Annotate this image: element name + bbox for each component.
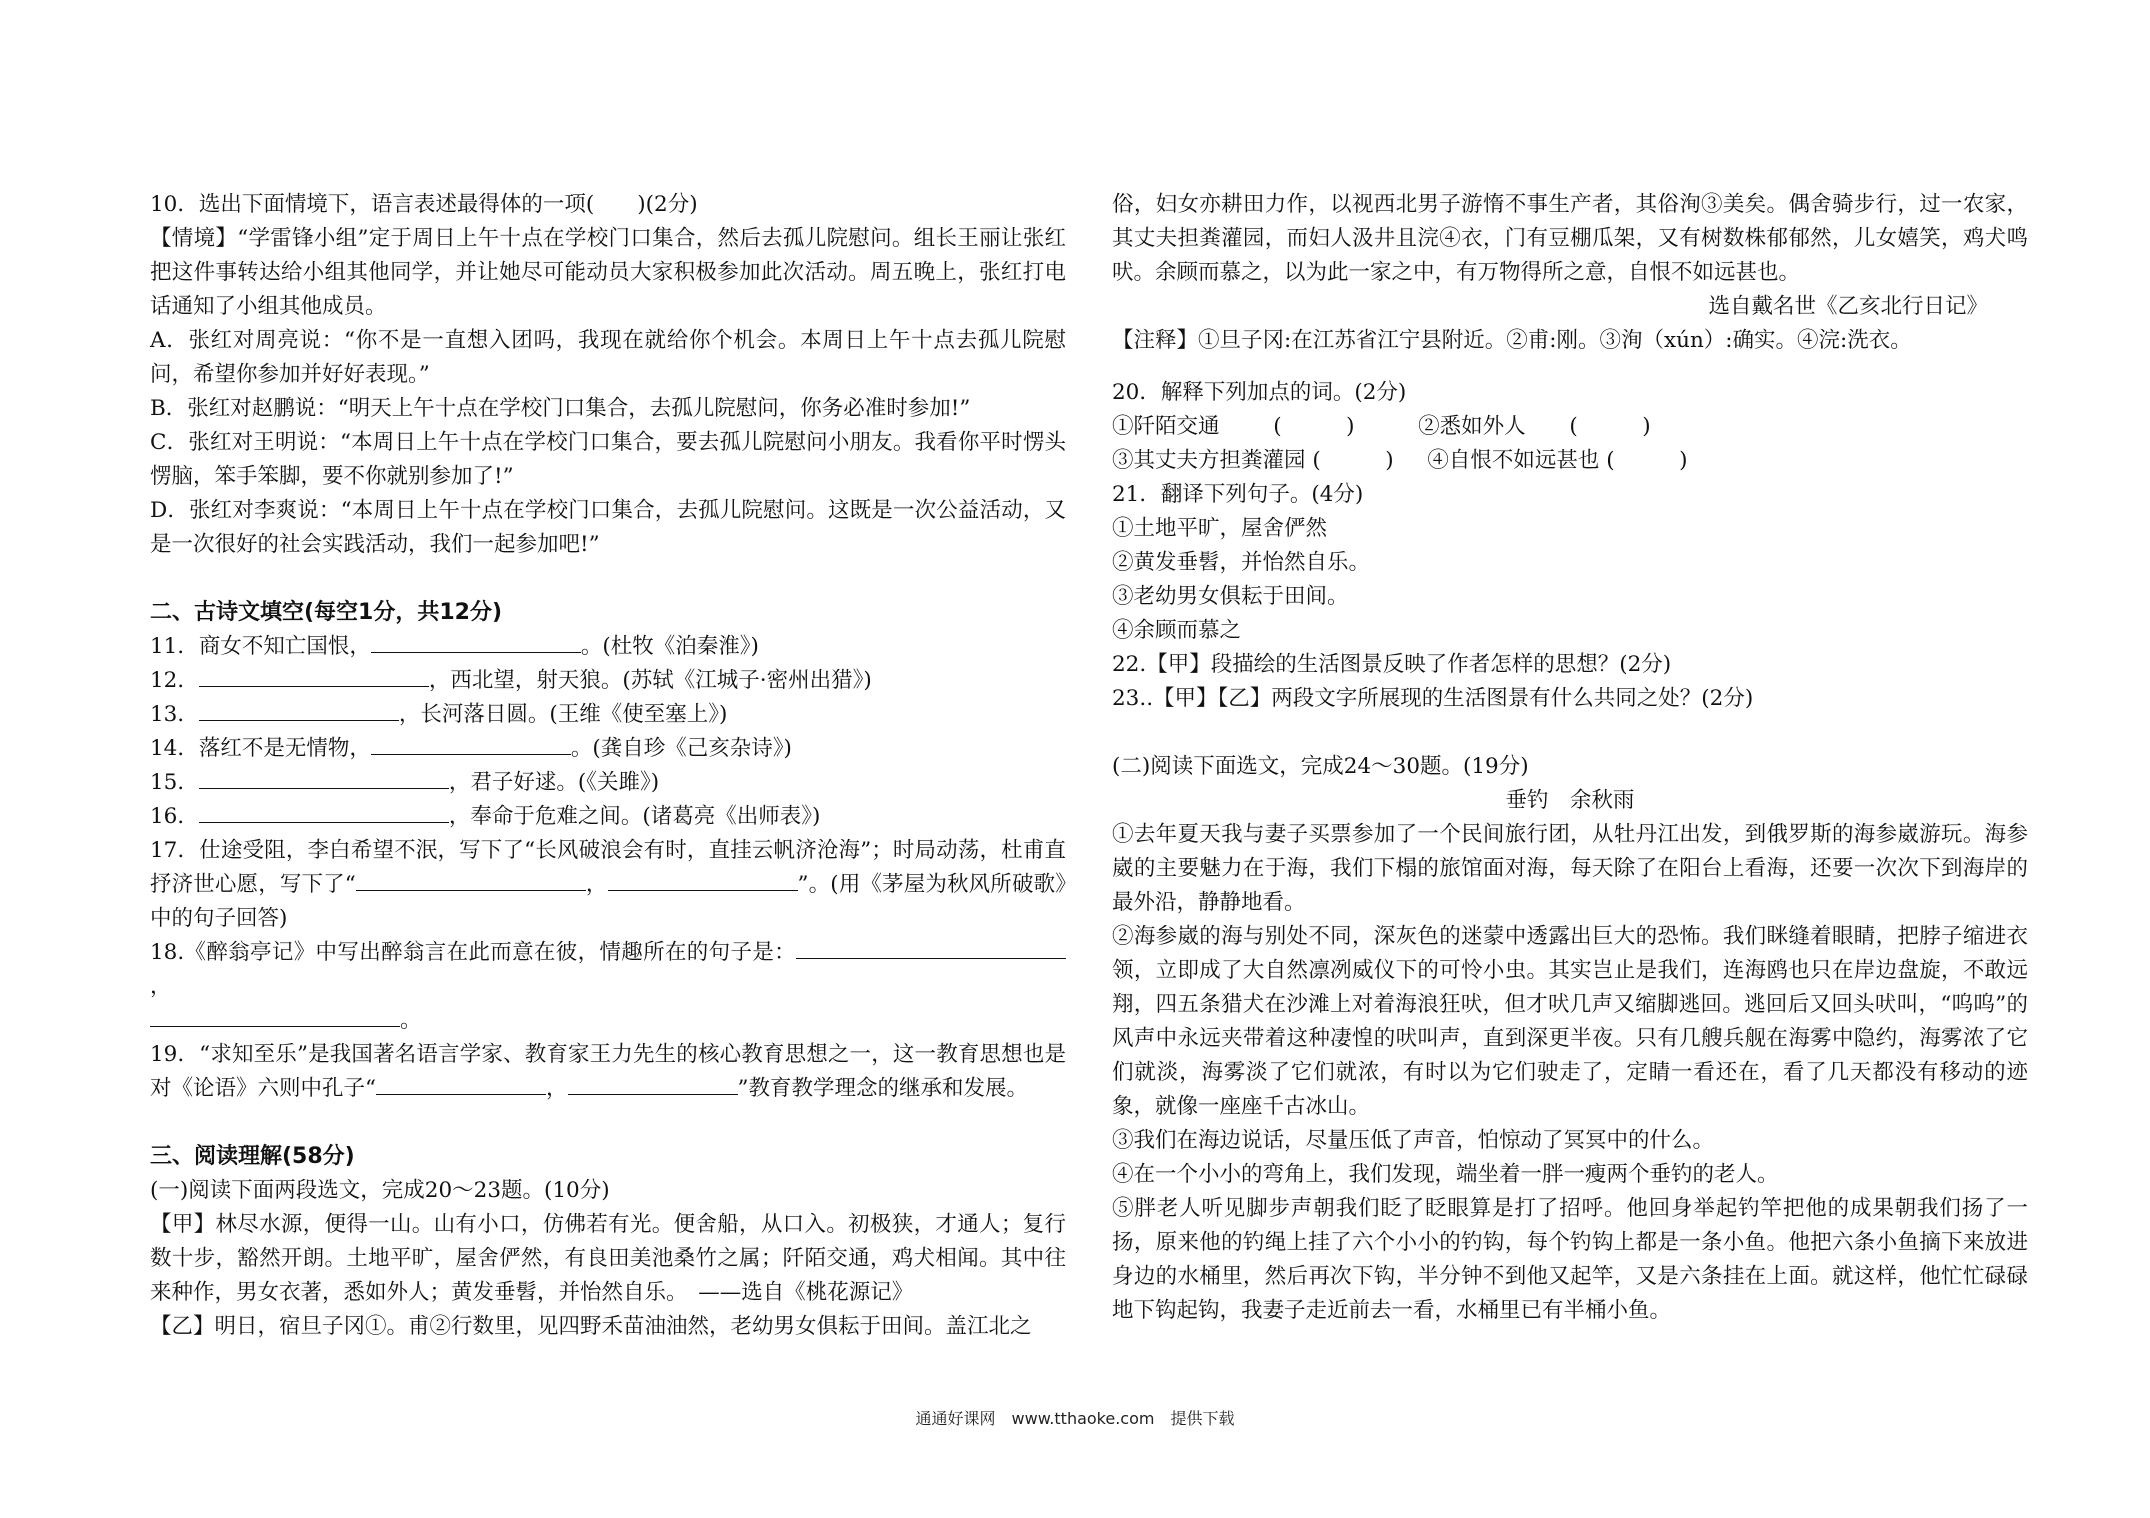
q23: 23..【甲】【乙】两段文字所展现的生活图景有什么共同之处？(2分) xyxy=(1112,686,1754,711)
q18: 18.《醉翁亭记》中写出醉翁言在此而意在彼，情趣所在的句子是：， xyxy=(150,936,1066,1004)
q16: 16． ，奉命于危难之间。(诸葛亮《出师表》) xyxy=(150,800,1066,834)
q11-blank[interactable] xyxy=(371,630,581,653)
q15: 15． ，君子好逑。(《关雎》) xyxy=(150,766,1066,800)
q20-row-2 xyxy=(1112,444,2028,478)
paragraph-5: ⑤胖老人听见脚步声朝我们眨了眨眼算是打了招呼。他回身举起钓竿把他的成果朝我们扬了一扬，原来他的钓绳上挂了六个小小的钓钩，每个钓钩上都是一条小鱼。他把六条小鱼摘下来放进身边的水桶里，然后再次下钩，半分钟不到他又起竿，又是六条挂在上面。就这样，他忙忙碌碌地下钩起钩，我妻子走近前去一看，水桶里已有半桶小鱼。 xyxy=(1112,1196,2028,1323)
left-column xyxy=(150,188,1066,1344)
q19: 19．“求知至乐”是我国著名语言学家、教育家王力先生的核心教育思想之一，这一教育思想也是对《论语》六则中孔子“ ， ”教育教学理念的继承和发展。 xyxy=(150,1042,1066,1101)
q19-blank-2[interactable] xyxy=(568,1072,738,1095)
q14: 14．落红不是无情物， 。(龚自珍《己亥杂诗》) xyxy=(150,732,1066,766)
q10-option-b: B．张红对赵鹏说：“明天上午十点在学校门口集合，去孤儿院慰问，你务必准时参加!” xyxy=(150,396,971,421)
passage-jia: 【甲】林尽水源，便得一山。山有小口，仿佛若有光。便舍船，从口入。初极狭，才通人；复行数十步，豁然开朗。土地平旷，屋舍俨然，有良田美池桑竹之属；阡陌交通，鸡犬相闻。其中往来种作，男女衣著，悉如外人；黄发垂髫，并怡然自乐。 ——选自《桃花源记》 xyxy=(150,1212,1066,1305)
q20-item-4: ④自恨不如远甚也 xyxy=(1427,448,1600,473)
q17-blank-2[interactable] xyxy=(608,868,798,891)
q18-blank-1[interactable] xyxy=(796,936,1066,959)
q12: 12． ，西北望，射天狼。(苏轼《江城子·密州出猎》) xyxy=(150,664,1066,698)
q17: 17．仕途受阻，李白希望不泯，写下了“长风破浪会有时，直挂云帆济沧海”；时局动荡，杜甫直抒济世心愿，写下了“ ， ”。(用《茅屋为秋风所破歌》中的句子回答) xyxy=(150,838,1066,931)
reading-1-intro: (一)阅读下面两段选文，完成20～23题。(10分) xyxy=(150,1178,610,1203)
q10-option-d: D．张红对李爽说：“本周日上午十点在学校门口集合，去孤儿院慰问。这既是一次公益活动，又是一次很好的社会实践活动，我们一起参加吧!” xyxy=(150,498,1066,557)
notes: 【注释】①旦子冈:在江苏省江宁县附近。②甫:刚。③洵（xún）:确实。④浣:洗衣。 xyxy=(1112,328,1912,353)
reading-2-intro: (二)阅读下面选文，完成24～30题。(19分) xyxy=(1112,754,1529,779)
paragraph-2: ②海参崴的海与别处不同，深灰色的迷蒙中透露出巨大的恐怖。我们眯缝着眼睛，把脖子缩进衣领，立即成了大自然凛冽威仪下的可怜小虫。其实岂止是我们，连海鸥也只在岸边盘旋，不敢远翔，四五条猎犬在沙滩上对着海浪狂吠，但才吠几声又缩脚逃回。逃回后又回头吠叫，“呜呜”的风声中永远夹带着这种凄惶的吠叫声，直到深更半夜。只有几艘兵舰在海雾中隐约，海雾浓了它们就淡，海雾淡了它们就浓，有时以为它们驶走了，定睛一看还在，看了几天都没有移动的迹象，就像一座座千古冰山。 xyxy=(1112,924,2028,1119)
q21-item-3: ③老幼男女俱耘于田间。 xyxy=(1112,584,1349,609)
q20-item-2: ②悉如外人 xyxy=(1418,414,1526,439)
q10-option-c: C．张红对王明说：“本周日上午十点在学校门口集合，要去孤儿院慰问小朋友。我看你平时愣头愣脑，笨手笨脚，要不你就别参加了!” xyxy=(150,430,1066,489)
q18-blank-2[interactable] xyxy=(150,1004,400,1027)
q20-paren-1[interactable]: ( ) xyxy=(1273,414,1355,439)
q21-item-4: ④余顾而慕之 xyxy=(1112,618,1242,643)
q17-blank-1[interactable] xyxy=(356,868,586,891)
paragraph-1: ①去年夏天我与妻子买票参加了一个民间旅行团，从牡丹江出发，到俄罗斯的海参崴游玩。海参崴的主要魅力在于海，我们下榻的旅馆面对海，每天除了在阳台上看海，还要一次次下到海岸的最外沿，静静地看。 xyxy=(1112,822,2028,915)
q16-blank[interactable] xyxy=(199,800,449,823)
section-2-title: 二、古诗文填空(每空1分，共12分) xyxy=(150,600,503,625)
q21-stem: 21．翻译下列句子。(4分) xyxy=(1112,482,1364,507)
q14-blank[interactable] xyxy=(371,732,571,755)
q20-row-1 xyxy=(1112,410,2028,444)
passage-yi-start: 【乙】明日，宿旦子冈①。甫②行数里，见四野禾苗油油然，老幼男女俱耘于田间。盖江北之 xyxy=(150,1314,1032,1339)
reading-2-title: 垂钓 余秋雨 xyxy=(1505,788,1635,813)
passage-yi-source: 选自戴名世《乙亥北行日记》 xyxy=(1708,294,1988,319)
q21-item-2: ②黄发垂髫，并怡然自乐。 xyxy=(1112,550,1371,575)
q20-item-1: ①阡陌交通 xyxy=(1112,414,1220,439)
q10-option-a: A．张红对周亮说：“你不是一直想入团吗，我现在就给你个机会。本周日上午十点去孤儿院慰问，希望你参加并好好表现。” xyxy=(150,328,1066,387)
q20-paren-2[interactable]: ( ) xyxy=(1569,414,1651,439)
q15-blank[interactable] xyxy=(199,766,449,789)
paragraph-4: ④在一个小小的弯角上，我们发现，端坐着一胖一瘦两个垂钓的老人。 xyxy=(1112,1162,1779,1187)
q11: 11．商女不知亡国恨， 。(杜牧《泊秦淮》) xyxy=(150,630,1066,664)
q10-stem: 10．选出下面情境下，语言表述最得体的一项( )(2分) xyxy=(150,192,698,217)
section-3-title: 三、阅读理解(58分) xyxy=(150,1144,355,1169)
q22: 22.【甲】段描绘的生活图景反映了作者怎样的思想？(2分) xyxy=(1112,652,1672,677)
paragraph-3: ③我们在海边说话，尽量压低了声音，怕惊动了冥冥中的什么。 xyxy=(1112,1128,1715,1153)
q18-line2: 。 xyxy=(150,1004,1066,1038)
q13: 13． ，长河落日圆。(王维《使至塞上》) xyxy=(150,698,1066,732)
q10-context: 【情境】“学雷锋小组”定于周日上午十点在学校门口集合，然后去孤儿院慰问。组长王丽让张红把这件事转达给小组其他同学，并让她尽可能动员大家积极参加此次活动。周五晚上，张红打电话通知了小组其他成员。 xyxy=(150,226,1066,319)
right-column xyxy=(1112,188,2028,1328)
q19-blank-1[interactable] xyxy=(376,1072,546,1095)
footer-source: 通通好课网 www.tthaoke.com 提供下载 xyxy=(915,1409,1235,1428)
q20-stem: 20．解释下列加点的词。(2分) xyxy=(1112,380,1407,405)
passage-yi-cont: 俗，妇女亦耕田力作，以视西北男子游惰不事生产者，其俗洵③美矣。偶舍骑步行，过一农家，其丈夫担粪灌园，而妇人汲井且浣④衣，门有豆棚瓜架，又有树数株郁郁然，儿女嬉笑，鸡犬鸣吠。余顾而慕之，以为此一家之中，有万物得所之意，自恨不如远甚也。 xyxy=(1112,192,2028,285)
q12-blank[interactable] xyxy=(199,664,429,687)
q20-item-3: ③其丈夫方担粪灌园 xyxy=(1112,448,1306,473)
q20-paren-4[interactable]: ( ) xyxy=(1606,448,1688,473)
q13-blank[interactable] xyxy=(199,698,399,721)
q21-item-1: ①土地平旷，屋舍俨然 xyxy=(1112,516,1328,541)
q20-paren-3[interactable]: ( ) xyxy=(1312,448,1394,473)
